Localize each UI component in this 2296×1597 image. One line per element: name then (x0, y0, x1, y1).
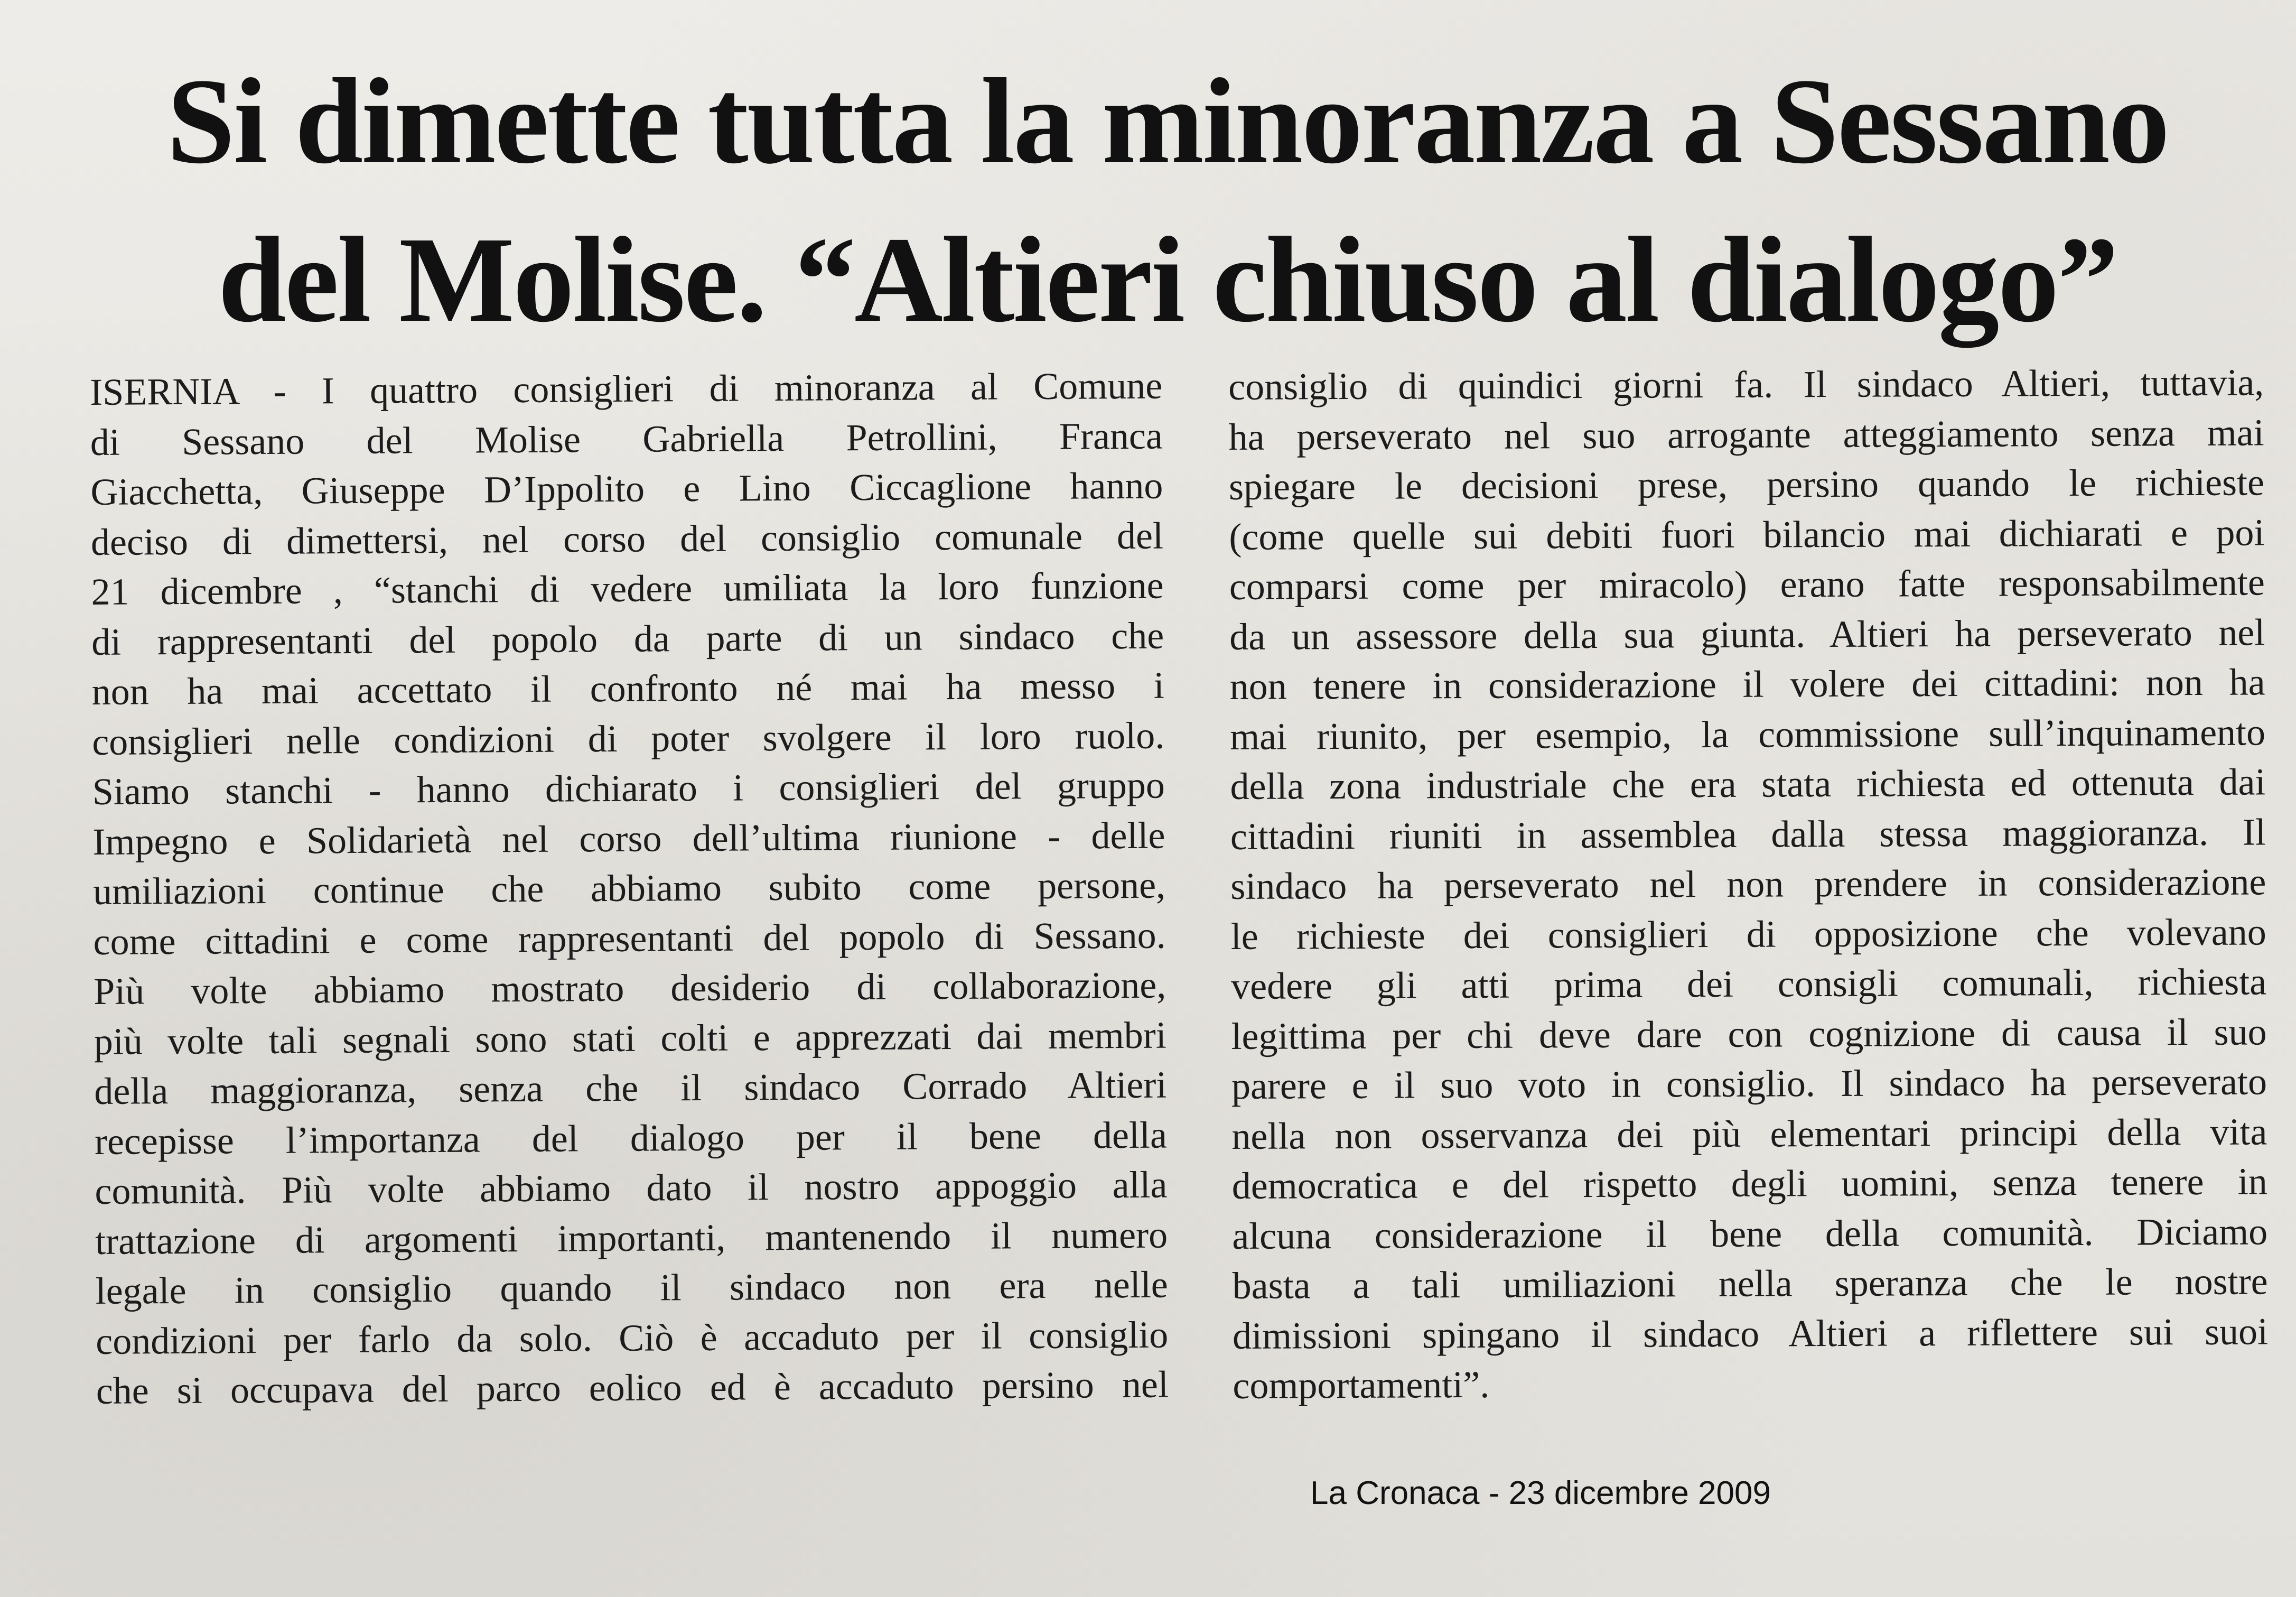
article-line: legittima per chi deve dare con cognizione di causa il suo (1231, 1010, 2267, 1057)
article-line: comportamenti”. (1233, 1363, 1490, 1407)
headline-line: Si dimette tutta la minoranza a Sessano (166, 53, 2169, 189)
article-line: condizioni per farlo da solo. Ciò è accaduto per il consiglio (96, 1313, 1169, 1362)
article-line: umiliazioni continue che abbiamo subito come persone, (92, 864, 1166, 913)
article-line: Più volte abbiamo mostrato desiderio di collaborazione, (93, 963, 1166, 1013)
headline-line: del Molise. “Altieri chiuso al dialogo” (218, 212, 2117, 348)
article-line: nella non osservanza dei più elementari principi della vita (1231, 1110, 2267, 1157)
article-line: mai riunito, per esempio, la commissione sull’inquinamento (1229, 710, 2266, 758)
article-line: Giacchetta, Giuseppe D’Ippolito e Lino Ciccaglione hanno (90, 464, 1163, 513)
article-line: deciso di dimettersi, nel corso del consiglio comunale del (90, 514, 1164, 563)
article-line: Impegno e Solidarietà nel corso dell’ultima riunione - delle (92, 814, 1165, 863)
article-line: 21 dicembre , “stanchi di vedere umiliata la loro funzione (91, 564, 1164, 613)
article-line: non ha mai accettato il confronto né mai ha messo i (91, 664, 1164, 713)
article-line: legale in consiglio quando il sindaco non era nelle (95, 1263, 1168, 1312)
article-line: della zona industriale che era stata richiesta ed ottenuta dai (1230, 760, 2266, 807)
source-caption: La Cronaca - 23 dicembre 2009 (1310, 1475, 1771, 1511)
article-line: più volte tali segnali sono stati colti e apprezzati dai membri (94, 1014, 1166, 1063)
article-line: comparsi come per miracolo) erano fatte responsabilmente (1229, 561, 2265, 608)
article-column-right (1228, 357, 2269, 1410)
headline (79, 42, 2256, 359)
article-column-left (90, 361, 1169, 1416)
article-line: da un assessore della sua giunta. Altieri ha perseverato nel (1229, 610, 2265, 658)
article-line: non tenere in considerazione il volere dei cittadini: non ha (1229, 661, 2265, 708)
article-line: le richieste dei consiglieri di opposizione che volevano (1230, 910, 2266, 958)
article-line: ISERNIA - I quattro consiglieri di minoranza al Comune (90, 364, 1163, 413)
article-line: recepisse l’importanza del dialogo per il bene della (94, 1113, 1168, 1163)
article-line: basta a tali umiliazioni nella speranza che le nostre (1232, 1260, 2268, 1307)
article-line: cittadini riuniti in assemblea dalla stessa maggioranza. Il (1230, 810, 2266, 858)
article-line: democratica e del rispetto degli uomini, senza tenere in (1231, 1160, 2267, 1207)
article-line: come cittadini e come rappresentanti del popolo di Sessano. (93, 914, 1166, 963)
article-line: della maggioranza, senza che il sindaco Corrado Altieri (94, 1063, 1167, 1112)
article-line: trattazione di argomenti importanti, mantenendo il numero (95, 1213, 1168, 1262)
article-line: (come quelle sui debiti fuori bilancio mai dichiarati e poi (1229, 510, 2265, 558)
article-line: consiglio di quindici giorni fa. Il sindaco Altieri, tuttavia, (1228, 361, 2264, 408)
article-line: alcuna considerazione il bene della comunità. Diciamo (1232, 1210, 2268, 1257)
article-line: dimissioni spingano il sindaco Altieri a riflettere sui suoi (1232, 1310, 2269, 1357)
article-line: vedere gli atti prima dei consigli comunali, richiesta (1230, 960, 2267, 1007)
article-line: che si occupava del parco eolico ed è accaduto persino nel (96, 1363, 1169, 1412)
article-line: comunità. Più volte abbiamo dato il nostro appoggio alla (95, 1163, 1168, 1212)
article-line: parere e il suo voto in consiglio. Il sindaco ha perseverato (1231, 1060, 2267, 1107)
article-line: di rappresentanti del popolo da parte di un sindaco che (91, 614, 1164, 663)
article-line: sindaco ha perseverato nel non prendere in considerazione (1230, 860, 2266, 907)
article-line: di Sessano del Molise Gabriella Petrollini, Franca (90, 414, 1163, 463)
article-line: Siamo stanchi - hanno dichiarato i consiglieri del gruppo (92, 764, 1165, 813)
article-line: consiglieri nelle condizioni di poter svolgere il loro ruolo. (92, 714, 1165, 763)
article-line: ha perseverato nel suo arrogante atteggiamento senza mai (1228, 411, 2264, 458)
article-line: spiegare le decisioni prese, persino quando le richieste (1228, 461, 2265, 508)
